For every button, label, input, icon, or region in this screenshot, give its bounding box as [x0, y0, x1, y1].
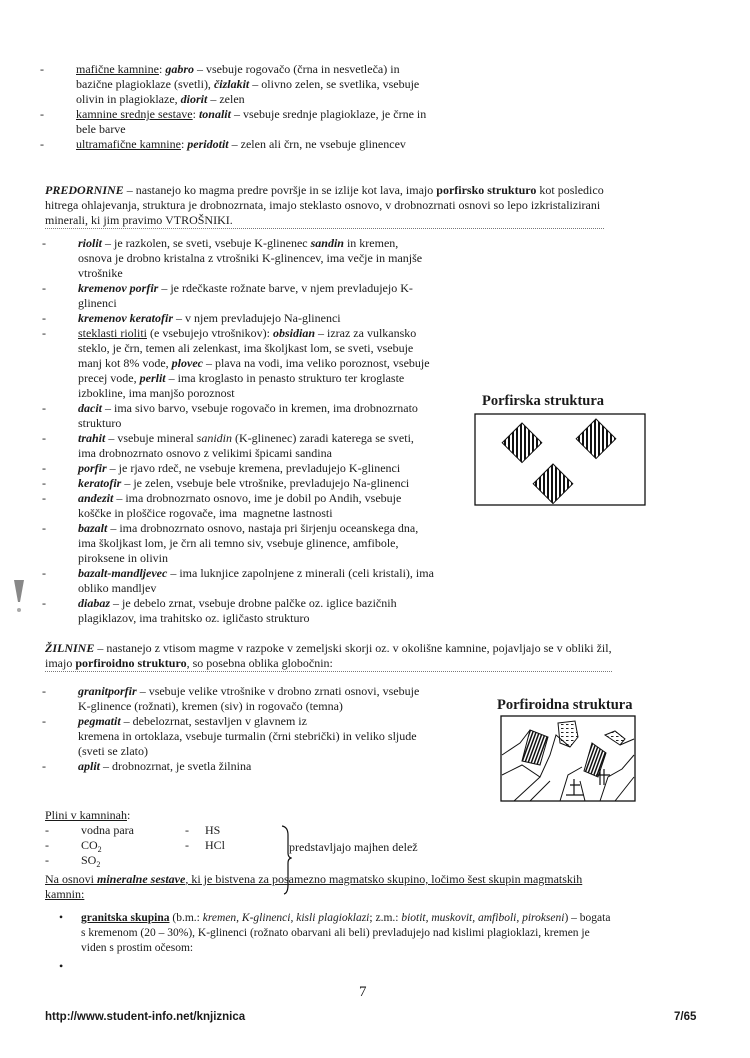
emphasized-text: pegmatit: [78, 714, 121, 728]
gas-name: HS: [205, 823, 221, 837]
text-segment: – vsebuje srednje plagioklaze, je črne in bele barve: [76, 107, 427, 136]
emphasized-text: gabro: [165, 62, 194, 76]
item-text: [78, 311, 341, 325]
list-item: [42, 596, 434, 626]
text-segment: – zelen: [207, 92, 245, 106]
emphasized-text: Na osnovi: [45, 872, 97, 886]
list-item: [42, 326, 434, 401]
item-text: [78, 461, 400, 475]
item-text: [81, 912, 610, 954]
dash: -: [42, 714, 46, 728]
dash: -: [42, 759, 46, 773]
zilnine-paragraph: [45, 641, 612, 672]
emphasized-text: bazalt-mandljevec: [78, 566, 168, 580]
list-item: [40, 62, 426, 107]
gas-subscript: 2: [96, 860, 101, 869]
list-item: [42, 566, 434, 596]
emphasized-text: kremenov porfir: [78, 281, 159, 295]
text-segment: – nastanejo ko magma predre površje in se izlije kot lava, imajo: [123, 183, 437, 197]
gases-list-col2: [185, 823, 226, 853]
item-text: [78, 236, 422, 280]
gas-name: HCl: [205, 838, 226, 852]
predornine-list: [42, 236, 434, 626]
text-segment: (K-glinenec) zaradi katerega se sveti, ima drobnozrnato osnovo z velikimi špicami sandina: [78, 431, 414, 460]
text-segment: – vsebuje mineral: [105, 431, 197, 445]
text-segment: – je razkolen, se sveti, vsebuje K-glinenec: [102, 236, 311, 250]
dash: -: [42, 491, 46, 505]
gas-item: [45, 838, 102, 854]
gas-item: [45, 823, 134, 838]
item-text: [78, 684, 419, 713]
dash: -: [42, 521, 46, 535]
dash: -: [42, 596, 46, 610]
text-segment: :: [192, 107, 199, 121]
gases-title-colon: :: [127, 808, 131, 822]
item-text: [78, 596, 397, 625]
emphasized-text: plovec: [171, 356, 203, 370]
emphasized-text: ultramafične kamnine: [76, 137, 181, 151]
dash: -: [40, 107, 44, 121]
dash: -: [42, 326, 46, 340]
dash: -: [45, 823, 49, 837]
text-segment: – olivno zelen, se svetlika, vsebuje olivin in plagioklaze,: [76, 77, 420, 106]
emphasized-text: sanidin: [196, 431, 233, 445]
text-segment: in kremen, osnova je drobno kristalna z vtrošniki K-glinencev, ima večje in manjše vtrošnike: [78, 236, 423, 280]
item-text: [78, 759, 251, 773]
emphasized-text: biotit, muskovit, amfiboli, pirokseni: [401, 912, 565, 924]
text-segment: kot posledico hitrega ohlajevanja, struktura je drobnozrnata, imajo steklasto osnovo, v drobnozrnati osnovi so lepo izkristalizirani minerali, ki jim pravimo VTROŠNIKI.: [45, 183, 604, 227]
emphasized-text: diorit: [180, 92, 208, 106]
bullet: •: [59, 912, 64, 924]
text-segment: – vsebuje velike vtrošnike v drobno zrnati osnovi, vsebuje K-glinence (rožnati), kremen (siv) in rogovačo (temna): [78, 684, 420, 713]
list-item: [42, 311, 434, 326]
gas-item: [185, 838, 226, 853]
item-text: [76, 62, 419, 106]
text-segment: :: [180, 137, 188, 151]
item-text: [78, 521, 418, 565]
text-segment: – je debelo zrnat, vsebuje drobne palčke oz. iglice bazičnih plagiklazov, ima trahitsko oz. igličasto strukturo: [78, 596, 397, 625]
emphasized-text: PREDORNINE: [45, 183, 124, 197]
dash: -: [185, 838, 189, 852]
item-text: [78, 281, 413, 310]
list-item: [42, 476, 434, 491]
list-item: [42, 236, 434, 281]
emphasized-text: porfiroidno strukturo: [75, 656, 187, 670]
text-segment: – drobnozrnat, je svetla žilnina: [100, 759, 252, 773]
dash: -: [185, 823, 189, 837]
gas-subscript: 2: [97, 845, 102, 854]
dash: -: [42, 431, 46, 445]
list-item: [42, 281, 434, 311]
item-text: [78, 401, 418, 430]
text-segment: – ima drobnozrnato osnovo, ime je dobil po Andih, vsebuje koščke in ploščice rogovače, ima magnetne lastnosti: [78, 491, 402, 520]
dash: -: [40, 137, 44, 151]
item-text: [78, 476, 409, 490]
emphasized-text: bazalt: [78, 521, 108, 535]
footer-page-count: 7/65: [674, 1011, 697, 1023]
text-segment: , so posebna oblika globočnin:: [186, 656, 333, 670]
list-item: [45, 911, 610, 956]
mineral-composition-intro: [45, 872, 582, 902]
item-text: [78, 491, 401, 520]
scan-artifact-mark: [12, 578, 26, 614]
emphasized-text: kremenov keratofir: [78, 311, 173, 325]
text-segment: – vsebuje rogovačo (črna in nesvetleča) in bazične plagioklaze (svetli),: [76, 62, 400, 91]
list-item: [42, 684, 419, 714]
text-segment: – ima luknjice zapolnjene z minerali (celi kristali), ima obliko mandljev: [78, 566, 434, 595]
text-segment: (b.m.:: [169, 912, 203, 924]
dash: -: [42, 401, 46, 415]
text-segment: (e vsebujejo vtrošnikov):: [147, 326, 273, 340]
list-item: [42, 714, 419, 759]
item-text: [78, 714, 417, 758]
emphasized-text: :: [81, 887, 85, 901]
emphasized-text: granitporfir: [78, 684, 137, 698]
emphasized-text: tonalit: [198, 107, 231, 121]
page-number: 7: [359, 984, 367, 1000]
list-item: [42, 461, 434, 476]
emphasized-text: dacit: [78, 401, 102, 415]
text-segment: – nastanejo z vtisom magme v razpoke v zemeljski skorji oz. v okolišne kamnine, pojavljajo se v obliki žil, imajo: [45, 641, 612, 670]
text-segment: – ima sivo barvo, vsebuje rogovačo in kremen, ima drobnozrnato strukturo: [78, 401, 418, 430]
dash: -: [40, 62, 44, 76]
text-segment: – je zelen, vsebuje bele vtrošnike, prevladujejo Na-glinenci: [121, 476, 410, 490]
emphasized-text: kremen, K-glinenci, kisli plagioklazi: [202, 912, 370, 924]
list-item: [40, 137, 426, 152]
gases-list-col1: [45, 823, 134, 869]
list-item: [42, 759, 419, 774]
gas-name: CO: [81, 838, 98, 852]
emphasized-text: perlit: [139, 371, 166, 385]
text-segment: – ima kroglasto in penasto strukturo ter kroglaste izbokline, ima manjšo poroznost: [78, 371, 405, 400]
list-item-empty: [45, 959, 610, 974]
figure-title-porfirska: Porfirska struktura: [482, 393, 605, 409]
figure-title-porfiroidna: Porfiroidna struktura: [497, 697, 633, 713]
text-segment: – je rdečkaste rožnate barve, v njem prevladujejo K- glinenci: [78, 281, 413, 310]
emphasized-text: čizlakit: [213, 77, 250, 91]
dash: -: [45, 853, 49, 867]
emphasized-text: riolit: [78, 236, 103, 250]
text-segment: ; z.m.:: [369, 912, 402, 924]
gases-heading: [45, 808, 130, 823]
text-segment: – debelozrnat, sestavljen v glavnem iz kremena in ortoklaza, vsebuje turmalin (črni stebrički) in veliko sljude (sveti se zlato): [78, 714, 417, 758]
rock-list-intrusive: [40, 62, 426, 152]
gas-name: vodna para: [81, 823, 134, 837]
emphasized-text: obsidian: [272, 326, 315, 340]
text-segment: – v njem prevladujejo Na-glinenci: [173, 311, 341, 325]
item-text: [76, 107, 426, 136]
emphasized-text: kamnine srednje sestave: [76, 107, 193, 121]
dash: -: [42, 684, 46, 698]
list-item: [42, 491, 434, 521]
gas-name: SO: [81, 853, 97, 867]
gas-item: [185, 823, 221, 838]
list-item: [42, 401, 434, 431]
dash: -: [42, 311, 46, 325]
emphasized-text: sandin: [310, 236, 344, 250]
text-segment: – ima drobnozrnato osnovo, nastaja pri širjenju oceanskega dna, ima školjkast lom, je črn ali temno siv, vsebuje glinence, amfibole, piroksene in olivin: [78, 521, 419, 565]
text-segment: ) – bogata s kremenom (20 – 30%), K-glinenci (rožnato obarvani ali beli) prevladujejo nad kislimi plagioklazi, kremen je viden s prostim očesom:: [81, 912, 611, 954]
magmatic-groups-list: [45, 911, 610, 974]
emphasized-text: ŽILNINE: [45, 641, 95, 655]
gas-item: [45, 853, 101, 869]
dash: -: [42, 236, 46, 250]
dash: -: [42, 476, 46, 490]
text-segment: – je rjavo rdeč, ne vsebuje kremena, prevladujejo K-glinenci: [106, 461, 401, 475]
bullet: •: [59, 959, 64, 973]
text-segment: :: [158, 62, 166, 76]
text-segment: – izraz za vulkansko steklo, je črn, temen ali zelenkast, ima školjkast lom, se sveti, vsebuje manj kot 8% vode,: [78, 326, 417, 370]
list-item: [42, 521, 434, 566]
emphasized-text: trahit: [78, 431, 106, 445]
dash: -: [42, 566, 46, 580]
text-segment: – plava na vodi, ima veliko poroznost, vsebuje precej vode,: [78, 356, 430, 385]
list-item: [40, 107, 426, 137]
emphasized-text: andezit: [78, 491, 114, 505]
emphasized-text: keratofir: [78, 476, 122, 490]
footer-url[interactable]: http://www.student-info.net/knjiznica: [45, 1011, 246, 1023]
emphasized-text: porfir: [78, 461, 107, 475]
predornine-paragraph: [45, 183, 604, 229]
gases-note: predstavljajo majhen delež: [289, 840, 418, 854]
emphasized-text: mafične kamnine: [76, 62, 159, 76]
item-text: [78, 566, 434, 595]
item-text: [78, 431, 414, 460]
emphasized-text: , ki je bistvena za posamezno magmatsko skupino, ločimo šest skupin magmatskih kamnin: [45, 872, 583, 901]
porfiroidna-struktura-diagram: [500, 715, 636, 803]
emphasized-text: porfirsko strukturo: [436, 183, 537, 197]
text-segment: – zelen ali črn, ne vsebuje glinencev: [228, 137, 406, 151]
item-text: [76, 137, 406, 151]
gases-title: Plini v kamninah: [45, 808, 127, 822]
dash: -: [45, 838, 49, 852]
item-text: [78, 326, 430, 400]
dash: -: [42, 461, 46, 475]
list-item: [42, 431, 434, 461]
emphasized-text: aplit: [78, 759, 101, 773]
emphasized-text: diabaz: [78, 596, 111, 610]
zilnine-list: [42, 684, 419, 774]
emphasized-text: mineralne sestave: [97, 872, 186, 886]
dash: -: [42, 281, 46, 295]
emphasized-text: peridotit: [187, 137, 229, 151]
emphasized-text: steklasti rioliti: [78, 326, 147, 340]
porfirska-struktura-diagram: [474, 413, 646, 507]
emphasized-text: granitska skupina: [81, 912, 170, 924]
